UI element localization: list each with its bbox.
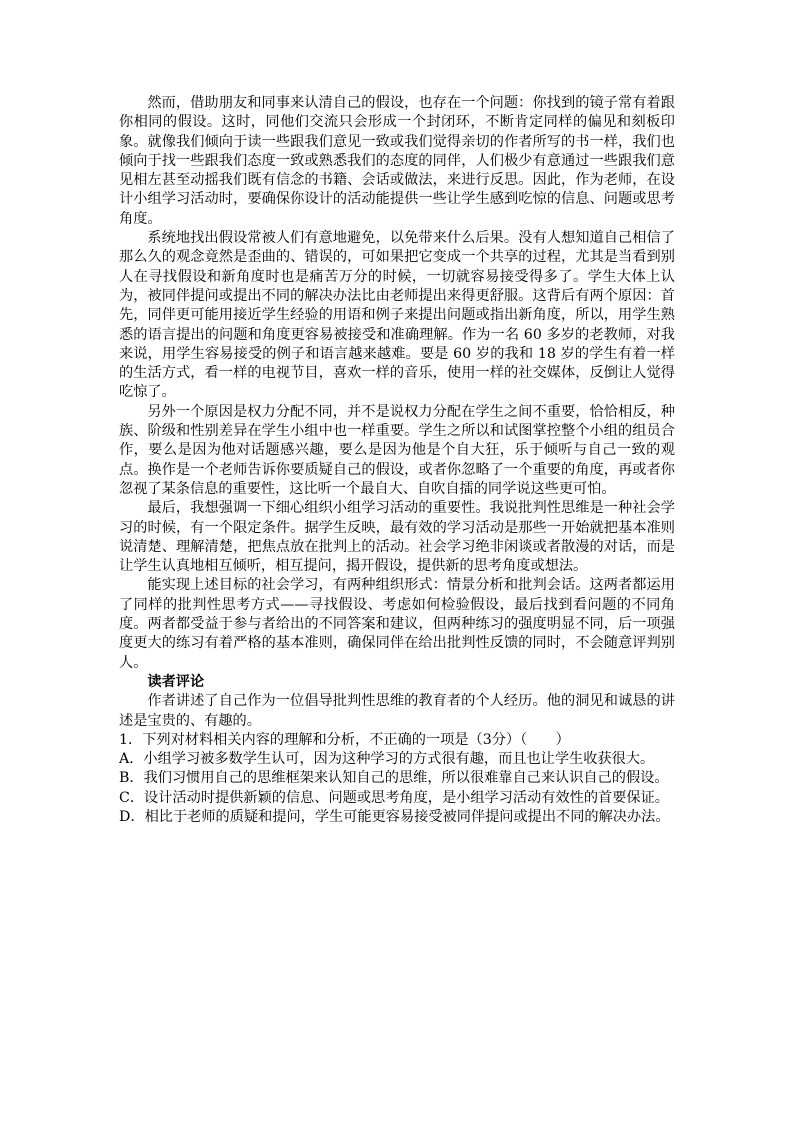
paragraph-two-reasons: 系统地找出假设常被人们有意地避免，以免带来什么后果。没有人想知道自己相信了那么久的观念竟然是歪曲的、错误的，可如果把它变成一个共享的过程，尤其是当看到别人在寻找假设和新角度时也是痛苦万分的时候，一切就容易接受得多了。学生大体上认为，被同伴提问或提出不同的解决办法比由老师提出来得更舒服。这背后有两个原因：首先，同伴更可能用接近学生经验的用语和例子来提出问题或指出新角度，所以，用学生熟悉的语言提出的问题和角度更容易被接受和准确理解。作为一名 60 多岁的老教师，对我来说，用学生容易接受的例子和语言越来越难。要是 60 岁的我和 18 岁的学生有着一样的生活方式，看一样的电视节目，喜欢一样的音乐，使用一样的社交媒体，反倒让人觉得吃惊了。 [119, 230, 675, 401]
reader-review-heading: 读者评论 [147, 673, 205, 690]
paragraph-two-forms: 能实现上述目标的社会学习，有两种组织形式：情景分析和批判会话。这两者都运用了同样的批判性思考方式——寻找假设、考虑如何检验假设，最后找到看问题的不同角度。两者都受益于参与者给出的不同答案和建议，但两种练习的强度明显不同，后一项强度更大的练习有着严格的基本准则，确保同伴在给出批判性反馈的同时，不会随意评判别人。 [119, 577, 675, 671]
question-stem: 1．下列对材料相关内容的理解和分析，不正确的一项是（3分）（ ） [119, 731, 570, 748]
document-page [119, 94, 675, 827]
paragraph-organize-group-learning: 最后，我想强调一下细心组织小组学习活动的重要性。我说批判性思维是一种社会学习的时候，有一个限定条件。据学生反映，最有效的学习活动是那些一开始就把基本准则说清楚、理解清楚，把焦点放在批判上的活动。社会学习绝非闲谈或者散漫的对话，而是让学生认真地相互倾听，相互提问，揭开假设，提供新的思考角度或想法。 [119, 500, 675, 575]
option-a: A．小组学习被多数学生认可，因为这种学习的方式很有趣，而且也让学生收获很大。 [119, 751, 655, 768]
option-c: C．设计活动时提供新颖的信息、问题或思考角度，是小组学习活动有效性的首要保证。 [119, 789, 669, 806]
paragraph-mirror-assumptions: 然而，借助朋友和同事来认清自己的假设，也存在一个问题：你找到的镜子常有着跟你相同的假设。这时，同他们交流只会形成一个封闭环，不断肯定同样的偏见和刻板印象。就像我们倾向于读一些跟我们意见一致或我们觉得亲切的作者所写的书一样，我们也倾向于找一些跟我们态度一致或熟悉我们的态度的同伴，人们极少有意通过一些跟我们意见相左甚至动摇我们既有信念的书籍、会话或做法，来进行反思。因此，作为老师，在设计小组学习活动时，要确保你设计的活动能提供一些让学生感到吃惊的信息、问题或思考角度。 [119, 95, 675, 227]
option-b: B．我们习惯用自己的思维框架来认知自己的思维，所以很难靠自己来认识自己的假设。 [119, 770, 669, 787]
reader-review-text: 作者讲述了自己作为一位倡导批判性思维的教育者的个人经历。他的洞见和诚恳的讲述是宝贵的、有趣的。 [119, 693, 675, 729]
option-d: D．相比于老师的质疑和提问，学生可能更容易接受被同伴提问或提出不同的解决办法。 [119, 808, 670, 825]
paragraph-power-distribution: 另外一个原因是权力分配不同，并不是说权力分配在学生之间不重要，恰恰相反，种族、阶级和性别差异在学生小组中也一样重要。学生之所以和试图掌控整个小组的组员合作，要么是因为他对话题感兴趣，要么是因为他是个自大狂，乐于倾听与自己一致的观点。换作是一个老师告诉你要质疑自己的假设，或者你忽略了一个重要的角度，再或者你忽视了某条信息的重要性，这比听一个最自大、自吹自擂的同学说这些更可怕。 [119, 403, 675, 497]
